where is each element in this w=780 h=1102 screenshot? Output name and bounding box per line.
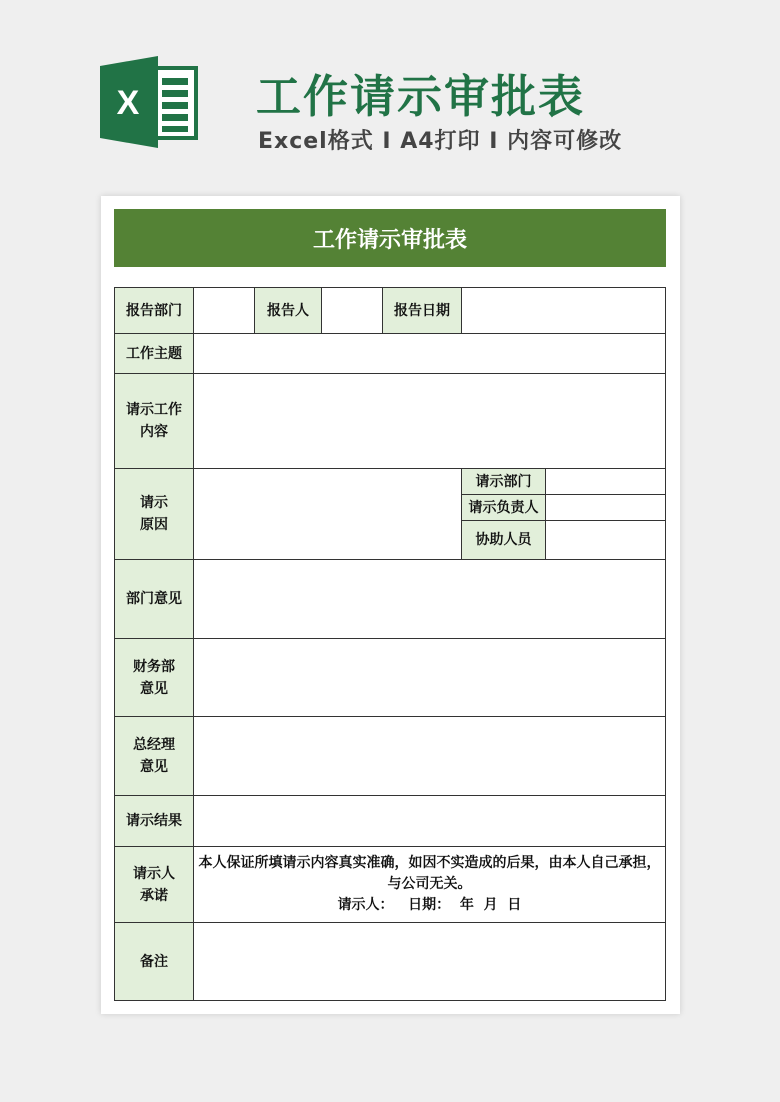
form-header: 工作请示审批表 [114, 209, 666, 267]
label-content: 请示工作内容 [114, 373, 194, 469]
req-owner-field[interactable] [545, 494, 666, 521]
label-req-owner: 请示负责人 [461, 494, 546, 521]
reporter-field[interactable] [321, 287, 383, 334]
banner-subtitle: Excel格式 I A4打印 I 内容可修改 [258, 129, 623, 154]
label-finance-opinion: 财务部意见 [114, 638, 194, 717]
label-dept-opinion: 部门意见 [114, 559, 194, 639]
pledge-signature: 请示人： 日期： 年 月 日 [337, 897, 522, 913]
label-gm-opinion: 总经理意见 [114, 716, 194, 796]
label-remarks: 备注 [114, 922, 194, 1001]
label-report-date: 报告日期 [382, 287, 462, 334]
label-result: 请示结果 [114, 795, 194, 847]
gm-opinion-field[interactable] [193, 716, 666, 796]
label-assistants: 协助人员 [461, 520, 546, 560]
excel-logo-icon [100, 56, 198, 148]
result-field[interactable] [193, 795, 666, 847]
reason-field[interactable] [193, 468, 462, 560]
label-reason: 请示原因 [114, 468, 194, 560]
req-dept-field[interactable] [545, 468, 666, 495]
label-pledge: 请示人承诺 [114, 846, 194, 923]
finance-opinion-field[interactable] [193, 638, 666, 717]
pledge-cell [193, 846, 666, 923]
label-topic: 工作主题 [114, 333, 194, 374]
label-req-dept: 请示部门 [461, 468, 546, 495]
content-field[interactable] [193, 373, 666, 469]
report-dept-field[interactable] [193, 287, 255, 334]
topic-field[interactable] [193, 333, 666, 374]
dept-opinion-field[interactable] [193, 559, 666, 639]
remarks-field[interactable] [193, 922, 666, 1001]
label-report-dept: 报告部门 [114, 287, 194, 334]
assistants-field[interactable] [545, 520, 666, 560]
label-reporter: 报告人 [254, 287, 322, 334]
svg-text:X: X [116, 84, 140, 122]
pledge-text: 本人保证所填请示内容真实准确，如因不实造成的后果，由本人自己承担，与公司无关。 [198, 855, 661, 892]
report-date-field[interactable] [461, 287, 666, 334]
banner-title: 工作请示审批表 [256, 70, 586, 123]
